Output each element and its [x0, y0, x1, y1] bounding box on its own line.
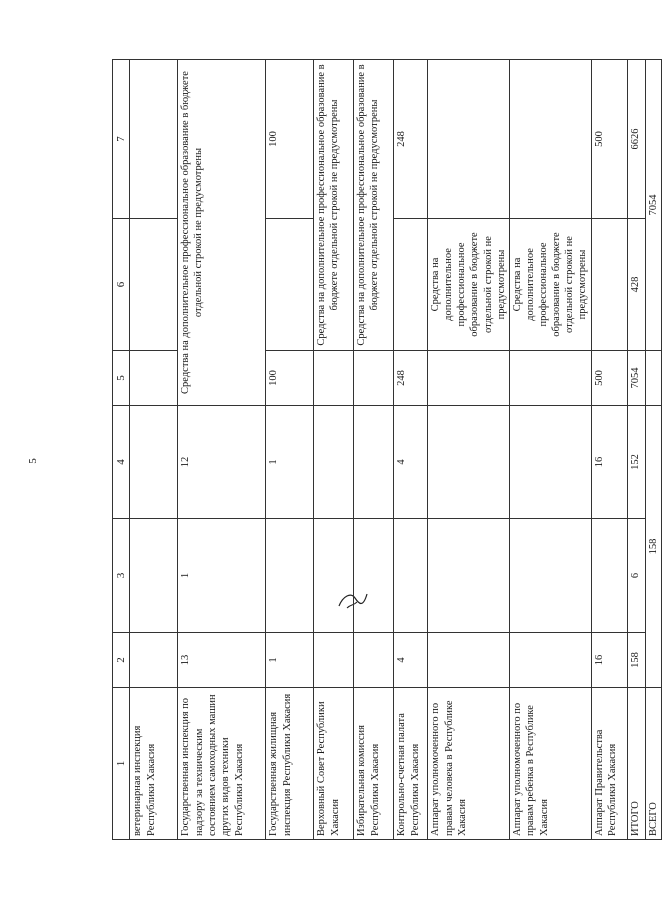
org-name: Аппарат уполномоченного по правам человека в Республике Хакасия — [428, 688, 510, 840]
cell-col4 — [314, 406, 354, 519]
cell-col4 — [428, 406, 510, 519]
cell-col5 — [314, 351, 354, 406]
org-name: Государственная инспекция по надзору за техническим состоянием самоходных машин других видов техники Республики Хакасия — [178, 688, 266, 840]
header-cell: 5 — [113, 351, 130, 406]
cell-col2 — [354, 633, 394, 688]
org-name: Верховный Совет Республики Хакасия — [314, 688, 354, 840]
cell-col5 — [509, 351, 591, 406]
cell-col2 — [130, 633, 178, 688]
cell-col3: 6 — [627, 519, 645, 633]
cell-col7 — [509, 60, 591, 219]
cell-col5: 7054 — [627, 351, 645, 406]
cell-col5 — [130, 351, 178, 406]
grand-total-label: ВСЕГО — [645, 688, 661, 840]
cell-col3 — [130, 519, 178, 633]
cell-col7: 500 — [591, 60, 627, 219]
note-no-funding: Средства на дополнительное профессиональное образование в бюджете отдельной строкой не предусмотрены — [509, 219, 591, 351]
table-row — [130, 60, 178, 840]
cell-col6 — [130, 219, 178, 351]
table-row — [394, 60, 428, 840]
cell-col2: 13 — [178, 633, 266, 688]
cell-col4: 12 — [178, 406, 266, 519]
cell-col6: 428 — [627, 219, 645, 351]
note-no-funding: Средства на дополнительное профессиональное образование в бюджете отдельной строкой не предусмотрены — [354, 60, 394, 351]
header-cell: 2 — [113, 633, 130, 688]
org-name: Аппарат Правительства Республики Хакасия — [591, 688, 627, 840]
cell-col3 — [394, 519, 428, 633]
cell-col4 — [509, 406, 591, 519]
note-no-funding: Средства на дополнительное профессиональное образование в бюджете отдельной строкой не предусмотрены — [314, 60, 354, 351]
cell-col5 — [428, 351, 510, 406]
cell-col3 — [266, 519, 314, 633]
table-row — [314, 60, 354, 840]
cell-col4: 152 — [627, 406, 645, 519]
note-no-funding: Средства на дополнительное профессиональное образование в бюджете отдельной строкой не предусмотрены — [178, 60, 266, 406]
cell-col4: 4 — [394, 406, 428, 519]
org-name: Контрольно-счетная палата Республики Хакасия — [394, 688, 428, 840]
org-name: ветеринарная инспекция Республики Хакасия — [130, 688, 178, 840]
cell-col3: 1 — [178, 519, 266, 633]
header-cell: 4 — [113, 406, 130, 519]
table-row — [354, 60, 394, 840]
table-row — [178, 60, 266, 840]
cell-col3 — [428, 519, 510, 633]
cell-col2: 4 — [394, 633, 428, 688]
header-cell: 3 — [113, 519, 130, 633]
page-number: 5 — [26, 458, 39, 464]
header-row — [113, 60, 130, 840]
cell-col5: 500 — [591, 351, 627, 406]
header-cell: 7 — [113, 60, 130, 219]
cell-col2: 1 — [266, 633, 314, 688]
org-name: Избирательная комиссия Республики Хакасия — [354, 688, 394, 840]
org-name: Аппарат уполномоченного по правам ребенка в Республике Хакасия — [509, 688, 591, 840]
budget-table — [112, 59, 662, 840]
org-name: Государственная жилищная инспекция Республики Хакасия — [266, 688, 314, 840]
cell-col7 — [428, 60, 510, 219]
cell-col2: 158 — [627, 633, 645, 688]
cell-col4 — [130, 406, 178, 519]
cell-col6 — [591, 219, 627, 351]
cell-col5 — [645, 351, 661, 406]
cell-col3 — [509, 519, 591, 633]
grand-total-cols6to7: 7054 — [645, 60, 661, 351]
note-no-funding: Средства на дополнительное профессиональное образование в бюджете отдельной строкой не предусмотрены — [428, 219, 510, 351]
table-row — [591, 60, 627, 840]
grand-total-cols2to4: 158 — [645, 406, 661, 688]
cell-col5 — [354, 351, 394, 406]
cell-col6 — [394, 219, 428, 351]
table-row — [428, 60, 510, 840]
rotated-table-wrapper — [112, 60, 659, 840]
cell-col7: 248 — [394, 60, 428, 219]
table-row — [509, 60, 591, 840]
cell-col3 — [314, 519, 354, 633]
cell-col3 — [354, 519, 394, 633]
cell-col2 — [314, 633, 354, 688]
cell-col6 — [266, 219, 314, 351]
cell-col7: 6626 — [627, 60, 645, 219]
cell-col2: 16 — [591, 633, 627, 688]
grand-total-row — [645, 60, 661, 840]
header-cell: 1 — [113, 688, 130, 840]
cell-col4: 1 — [266, 406, 314, 519]
cell-col4: 16 — [591, 406, 627, 519]
cell-col7 — [130, 60, 178, 219]
cell-col5: 248 — [394, 351, 428, 406]
header-cell: 6 — [113, 219, 130, 351]
cell-col2 — [428, 633, 510, 688]
cell-col2 — [509, 633, 591, 688]
cell-col3 — [591, 519, 627, 633]
cell-col4 — [354, 406, 394, 519]
total-row — [627, 60, 645, 840]
cell-col5: 100 — [266, 351, 314, 406]
total-label: ИТОГО — [627, 688, 645, 840]
table-row — [266, 60, 314, 840]
cell-col7: 100 — [266, 60, 314, 219]
